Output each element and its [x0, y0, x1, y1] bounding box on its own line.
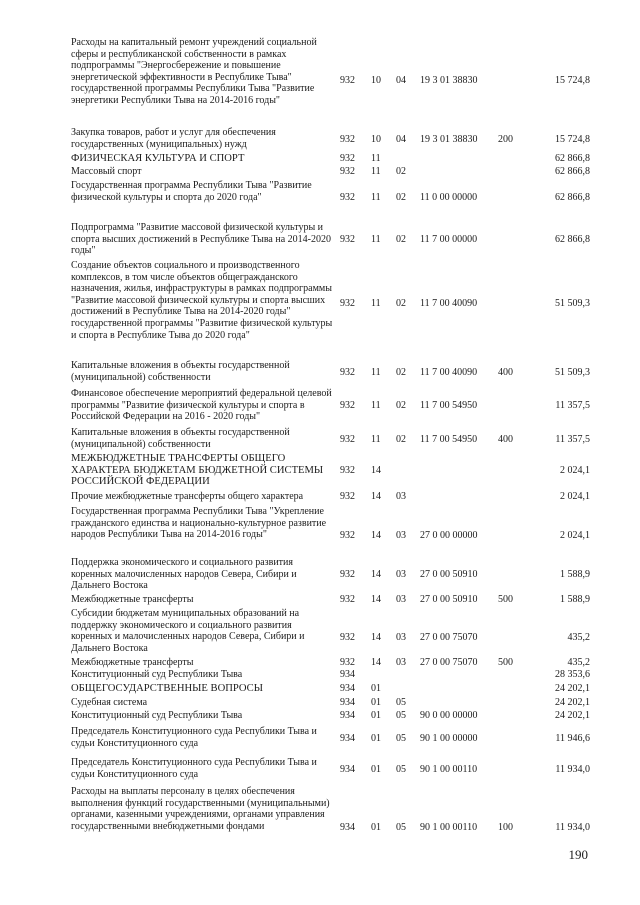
amount-cell: 435,2 — [567, 632, 590, 643]
section-cell: 11 — [371, 153, 381, 164]
grbs-cell: 934 — [340, 683, 355, 694]
row-description: Государственная программа Республики Тыва "Укрепление гражданского единства и национально-культурное развитие народов Республики Тыва на 2014-2016 годы" — [71, 506, 327, 541]
subsection-cell: 02 — [396, 400, 406, 411]
row-description: Массовый спорт — [71, 166, 142, 177]
section-cell: 11 — [371, 298, 381, 309]
table-row — [0, 697, 640, 709]
amount-cell: 1 588,9 — [560, 594, 590, 605]
grbs-cell: 932 — [340, 491, 355, 502]
subsection-cell: 02 — [396, 166, 406, 177]
section-cell: 01 — [371, 697, 381, 708]
table-row — [0, 427, 640, 451]
table-row — [0, 153, 640, 165]
grbs-cell: 934 — [340, 697, 355, 708]
section-cell: 10 — [371, 134, 381, 145]
subsection-cell: 03 — [396, 530, 406, 541]
target-article-cell: 27 0 00 75070 — [420, 657, 478, 668]
subsection-cell: 05 — [396, 822, 406, 833]
row-description: Конституционный суд Республики Тыва — [71, 669, 243, 680]
target-article-cell: 19 3 01 38830 — [420, 134, 478, 145]
amount-cell: 62 866,8 — [555, 166, 590, 177]
table-row — [0, 180, 640, 215]
section-cell: 14 — [371, 465, 381, 476]
target-article-cell: 27 0 00 50910 — [420, 569, 478, 580]
subsection-cell: 03 — [396, 657, 406, 668]
table-row — [0, 557, 640, 593]
table-row — [0, 683, 640, 695]
grbs-cell: 932 — [340, 657, 355, 668]
row-description: Конституционный суд Республики Тыва — [71, 710, 243, 721]
grbs-cell: 932 — [340, 632, 355, 643]
table-row — [0, 166, 640, 178]
row-description: Подпрограмма "Развитие массовой физической культуры и спорта высших достижений в Республике Тыва на 2014-2020 годы" — [71, 222, 331, 257]
section-cell: 14 — [371, 657, 381, 668]
table-row — [0, 453, 640, 489]
subsection-cell: 03 — [396, 594, 406, 605]
section-cell: 11 — [371, 166, 381, 177]
subsection-cell: 04 — [396, 75, 406, 86]
section-cell: 01 — [371, 683, 381, 694]
amount-cell: 24 202,1 — [555, 683, 590, 694]
table-row — [0, 491, 640, 503]
grbs-cell: 932 — [340, 465, 355, 476]
table-row — [0, 360, 640, 384]
subsection-cell: 02 — [396, 434, 406, 445]
row-description: Межбюджетные трансферты — [71, 657, 194, 668]
grbs-cell: 932 — [340, 298, 355, 309]
row-description: Председатель Конституционного суда Республики Тыва и судьи Конституционного суда — [71, 757, 317, 780]
target-article-cell: 11 7 00 40090 — [420, 298, 478, 309]
expense-type-cell: 500 — [498, 594, 513, 605]
page-number: 190 — [568, 847, 588, 862]
table-row — [0, 726, 640, 750]
target-article-cell: 11 7 00 54950 — [420, 434, 478, 445]
row-description: Расходы на выплаты персоналу в целях обеспечения выполнения функций государственными (муниципальными) органами, казенными учреждениями, органами управления государственными внебюджетными фондами — [71, 786, 330, 832]
row-description: Создание объектов социального и производственного комплексов, в том числе объектов общегражданского назначения, жилья, инфраструктуры в рамках подпрограммы "Развитие массовой физической культуры и спорта высших достижений в Республике Тыва на 2014-2020 годы" государственной программы "Развитие физической культуры и спорта в Республике Тыва до 2020 года" — [71, 260, 333, 341]
table-row — [0, 710, 640, 722]
target-article-cell: 11 7 00 00000 — [420, 234, 478, 245]
row-description: Поддержка экономического и социального развития коренных малочисленных народов Севера, Сибири и Дальнего Востока — [71, 557, 297, 592]
target-article-cell: 27 0 00 75070 — [420, 632, 478, 643]
subsection-cell: 05 — [396, 733, 406, 744]
row-description: Капитальные вложения в объекты государственной (муниципальной) собственности — [71, 427, 290, 450]
subsection-cell: 02 — [396, 367, 406, 378]
amount-cell: 2 024,1 — [560, 530, 590, 541]
table-row — [0, 506, 640, 554]
section-cell: 11 — [371, 400, 381, 411]
subsection-cell: 03 — [396, 491, 406, 502]
row-description: Субсидии бюджетам муниципальных образований на поддержку экономического и социального развития коренных и малочисленных народов Севера, Сибири и Дальнего Востока — [71, 608, 305, 654]
target-article-cell: 27 0 00 00000 — [420, 530, 478, 541]
amount-cell: 11 357,5 — [555, 434, 590, 445]
grbs-cell: 932 — [340, 594, 355, 605]
subsection-cell: 02 — [396, 234, 406, 245]
table-row — [0, 757, 640, 781]
section-cell: 10 — [371, 75, 381, 86]
amount-cell: 11 934,0 — [555, 822, 590, 833]
amount-cell: 11 946,6 — [555, 733, 590, 744]
grbs-cell: 934 — [340, 710, 355, 721]
row-description: Финансовое обеспечение мероприятий федеральной целевой программы "Развитие физической культуры и спорта в Российской Федерации на 2016 - 2020 годы" — [71, 388, 332, 423]
amount-cell: 1 588,9 — [560, 569, 590, 580]
subsection-cell: 05 — [396, 764, 406, 775]
expense-type-cell: 400 — [498, 434, 513, 445]
grbs-cell: 932 — [340, 75, 355, 86]
amount-cell: 11 934,0 — [555, 764, 590, 775]
target-article-cell: 19 3 01 38830 — [420, 75, 478, 86]
grbs-cell: 934 — [340, 669, 355, 680]
section-cell: 11 — [371, 434, 381, 445]
grbs-cell: 932 — [340, 434, 355, 445]
section-cell: 14 — [371, 491, 381, 502]
grbs-cell: 932 — [340, 400, 355, 411]
section-cell: 14 — [371, 594, 381, 605]
row-description: Председатель Конституционного суда Республики Тыва и судьи Конституционного суда — [71, 726, 317, 749]
subsection-cell: 02 — [396, 298, 406, 309]
amount-cell: 62 866,8 — [555, 192, 590, 203]
table-row — [0, 222, 640, 257]
table-row — [0, 260, 640, 358]
table-row — [0, 594, 640, 606]
table-row — [0, 608, 640, 656]
grbs-cell: 932 — [340, 530, 355, 541]
expense-type-cell: 500 — [498, 657, 513, 668]
subsection-cell: 04 — [396, 134, 406, 145]
amount-cell: 2 024,1 — [560, 465, 590, 476]
table-row — [0, 388, 640, 423]
section-cell: 11 — [371, 367, 381, 378]
section-cell: 01 — [371, 764, 381, 775]
row-description: Прочие межбюджетные трансферты общего характера — [71, 491, 304, 502]
grbs-cell: 934 — [340, 764, 355, 775]
section-cell: 14 — [371, 632, 381, 643]
grbs-cell: 932 — [340, 134, 355, 145]
row-description: ФИЗИЧЕСКАЯ КУЛЬТУРА И СПОРТ — [71, 153, 245, 164]
target-article-cell: 90 1 00 00110 — [420, 822, 478, 833]
target-article-cell: 90 1 00 00110 — [420, 764, 478, 775]
section-cell: 14 — [371, 569, 381, 580]
row-description: МЕЖБЮДЖЕТНЫЕ ТРАНСФЕРТЫ ОБЩЕГО ХАРАКТЕРА БЮДЖЕТАМ БЮДЖЕТНОЙ СИСТЕМЫ РОССИЙСКОЙ ФЕДЕРАЦИИ — [71, 453, 324, 488]
amount-cell: 24 202,1 — [555, 710, 590, 721]
grbs-cell: 934 — [340, 822, 355, 833]
amount-cell: 28 353,6 — [555, 669, 590, 680]
amount-cell: 435,2 — [567, 657, 590, 668]
row-description: Судебная система — [71, 697, 148, 708]
amount-cell: 24 202,1 — [555, 697, 590, 708]
table-row — [0, 669, 640, 681]
grbs-cell: 932 — [340, 234, 355, 245]
expense-type-cell: 100 — [498, 822, 513, 833]
target-article-cell: 11 0 00 00000 — [420, 192, 478, 203]
amount-cell: 11 357,5 — [555, 400, 590, 411]
target-article-cell: 90 1 00 00000 — [420, 733, 478, 744]
amount-cell: 15 724,8 — [555, 75, 590, 86]
row-description: Межбюджетные трансферты — [71, 594, 194, 605]
expense-type-cell: 200 — [498, 134, 513, 145]
table-row — [0, 786, 640, 846]
row-description: Закупка товаров, работ и услуг для обеспечения государственных (муниципальных) нужд — [71, 127, 276, 150]
row-description: Капитальные вложения в объекты государственной (муниципальной) собственности — [71, 360, 290, 383]
amount-cell: 62 866,8 — [555, 153, 590, 164]
table-row — [0, 37, 640, 129]
subsection-cell: 05 — [396, 710, 406, 721]
grbs-cell: 932 — [340, 367, 355, 378]
section-cell: 14 — [371, 530, 381, 541]
subsection-cell: 03 — [396, 569, 406, 580]
row-description: Государственная программа Республики Тыва "Развитие физической культуры и спорта до 2020 года" — [71, 180, 312, 203]
section-cell: 11 — [371, 234, 381, 245]
subsection-cell: 02 — [396, 192, 406, 203]
grbs-cell: 932 — [340, 153, 355, 164]
table-row — [0, 127, 640, 151]
row-description: Расходы на капитальный ремонт учреждений социальной сферы и республиканской собственности в рамках подпрограммы "Энергосбережение и повышение энергетической эффективности в Республике Тыва" государственной программы Республики Тыва "Развитие энергетики Республики Тыва на 2014-2016 годы" — [71, 37, 317, 106]
section-cell: 11 — [371, 192, 381, 203]
target-article-cell: 11 7 00 40090 — [420, 367, 478, 378]
grbs-cell: 932 — [340, 569, 355, 580]
subsection-cell: 03 — [396, 632, 406, 643]
amount-cell: 62 866,8 — [555, 234, 590, 245]
section-cell: 01 — [371, 822, 381, 833]
row-description: ОБЩЕГОСУДАРСТВЕННЫЕ ВОПРОСЫ — [71, 683, 263, 694]
target-article-cell: 90 0 00 00000 — [420, 710, 478, 721]
expense-type-cell: 400 — [498, 367, 513, 378]
target-article-cell: 11 7 00 54950 — [420, 400, 478, 411]
grbs-cell: 932 — [340, 192, 355, 203]
subsection-cell: 05 — [396, 697, 406, 708]
grbs-cell: 932 — [340, 166, 355, 177]
section-cell: 01 — [371, 710, 381, 721]
target-article-cell: 27 0 00 50910 — [420, 594, 478, 605]
amount-cell: 2 024,1 — [560, 491, 590, 502]
section-cell: 01 — [371, 733, 381, 744]
amount-cell: 15 724,8 — [555, 134, 590, 145]
amount-cell: 51 509,3 — [555, 367, 590, 378]
grbs-cell: 934 — [340, 733, 355, 744]
table-row — [0, 657, 640, 669]
amount-cell: 51 509,3 — [555, 298, 590, 309]
